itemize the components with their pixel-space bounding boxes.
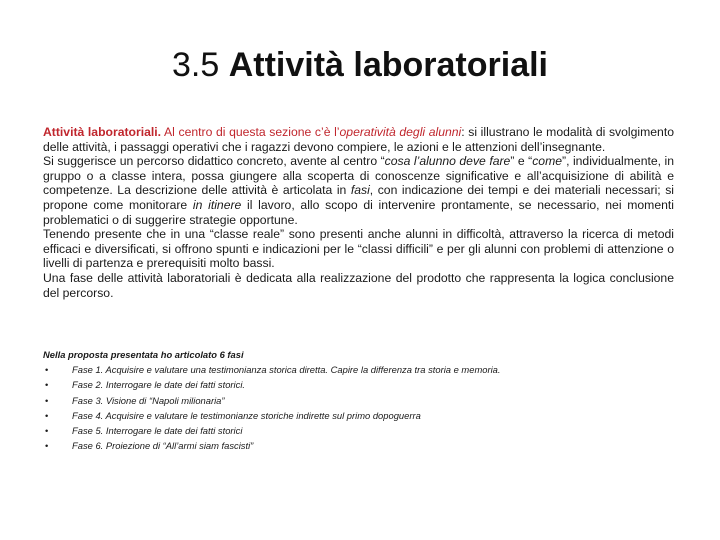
bullet: • [45,425,49,437]
paragraph-2-emphasis-1: cosa l’alunno deve fare [384,154,511,169]
page-title [0,46,720,85]
paragraph-1 [43,125,674,154]
phase-text: Fase 6. Proiezione di “All’armi siam fascisti” [72,440,254,452]
bullet: • [45,440,49,452]
paragraph-2-emphasis-4: in itinere [192,197,242,212]
paragraph-2-emphasis-2: come [532,154,563,169]
paragraph-2-emphasis-3: fasi [350,183,370,198]
paragraph-1-emphasis: operatività degli alunni [339,125,462,139]
phase-text: Fase 2. Interrogare le date dei fatti storici. [72,379,246,391]
paragraph-2-text-e: il lavoro, allo scopo di intervenire prontamente, se necessario, nei momenti problematici o di suggerire strategie opportune. [43,197,674,227]
paragraph-3: Tenendo presente che in una “classe reale” sono presenti anche alunni in difficoltà, attraverso la ricerca di metodi efficaci e diversificati, si offrono spunti e indicazioni per le “classi difficili” e per gli alunni con problemi di attenzione o livelli di partenza e prerequisiti molto bassi. [43,227,674,271]
paragraph-4: Una fase delle attività laboratoriali è dedicata alla realizzazione del prodotto che rappresenta la logica conclusione del percorso. [43,270,674,300]
phase-text: Fase 1. Acquisire e valutare una testimonianza storica diretta. Capire la differenza tra storia e memoria. [72,364,501,376]
list-item [43,423,683,438]
phase-text: Fase 3. Visione di “Napoli milionaria” [72,394,225,406]
list-item [43,362,683,377]
bullet: • [45,394,49,406]
bullet: • [45,364,49,376]
paragraph-1-text-b: : si illustrano le modalità di svolgimento delle attività, i passaggi operativi che i ragazzi devono compiere, le azioni e le attenzioni dell’insegnante. [43,125,674,154]
bullet: • [45,379,49,391]
paragraph-2-text-b: ” e “ [510,154,533,169]
paragraph-2 [43,154,674,227]
phases-section [43,347,683,453]
body-text [43,125,674,300]
list-item [43,408,683,423]
paragraph-2-text-d: , con indicazione dei tempi e dei materiali necessari; si propone come monitorare [43,183,674,212]
list-item [43,438,683,453]
title-number: 3.5 [172,46,220,84]
phases-intro: Nella proposta presentata ho articolato 6 fasi [43,349,244,360]
title-text: Attività laboratoriali [228,46,548,84]
list-item [43,393,683,408]
phase-list [43,362,683,453]
paragraph-2-text-c: ”, individualmente, in gruppo o a classe intera, possa giungere alla scoperta di conoscenze significative e all’acquisizione di abilità e competenze. La descrizione delle attività è articolata in [43,154,674,198]
list-item [43,377,683,392]
paragraph-2-text-a: Si suggerisce un percorso didattico concreto, avente al centro “ [43,154,385,169]
paragraph-1-lead: Attività laboratoriali. [43,125,162,139]
paragraph-1-text-a: Al centro di questa sezione c’è l’ [161,125,340,139]
phase-text: Fase 4. Acquisire e valutare le testimonianze storiche indirette sul primo dopoguerra [72,409,421,421]
bullet: • [45,409,49,421]
phase-text: Fase 5. Interrogare le date dei fatti storici [72,425,243,437]
